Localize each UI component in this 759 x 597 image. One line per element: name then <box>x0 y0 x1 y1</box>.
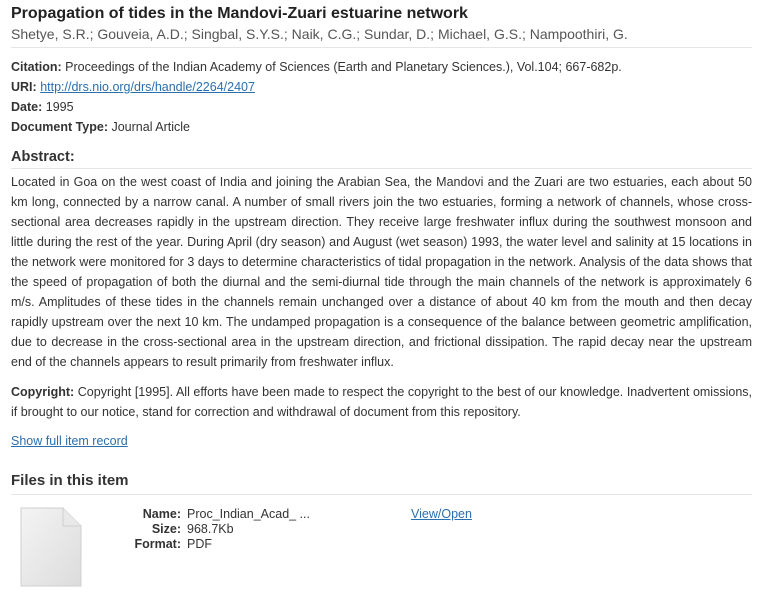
citation-label: Citation: <box>11 60 62 74</box>
divider <box>11 494 752 495</box>
file-format-value: PDF <box>187 537 212 551</box>
file-size-value: 968.7Kb <box>187 522 234 536</box>
file-size-label: Size: <box>151 522 181 536</box>
divider <box>11 168 752 169</box>
doctype-row <box>11 120 190 134</box>
citation-value: Proceedings of the Indian Academy of Sciences (Earth and Planetary Sciences.), Vol.104; 667-682p. <box>65 60 622 74</box>
doctype-value: Journal Article <box>111 120 190 134</box>
copyright-text: Copyright [1995]. All efforts have been made to respect the copyright to the best of our knowledge. Inadvertent omissions, if brought to our notice, stand for correction and withdrawal of document from this repository. <box>11 385 752 419</box>
uri-label: URI: <box>11 80 37 94</box>
file-name-value: Proc_Indian_Acad_ ... <box>187 507 310 521</box>
document-file-icon-graphic <box>19 506 83 588</box>
citation-row <box>11 60 622 74</box>
document-file-icon[interactable] <box>19 506 83 588</box>
copyright-block <box>11 382 752 422</box>
date-value: 1995 <box>45 100 74 114</box>
files-heading: Files in this item <box>11 472 129 489</box>
file-format-row <box>111 537 212 551</box>
show-full-record-link[interactable]: Show full item record <box>11 434 128 448</box>
file-name-label: Name: <box>142 507 181 521</box>
file-name-row <box>111 507 310 521</box>
date-row <box>11 100 74 114</box>
view-open-link[interactable]: View/Open <box>411 507 472 521</box>
abstract-text: Located in Goa on the west coast of India and joining the Arabian Sea, the Mandovi and the Zuari are two estuaries, each about 50 km long, connected by a narrow canal. A number of small rivers join the two estuaries, forming a network of channels, whose cross-sectional area decreases rapidly in the upstream direction. They receive large freshwater influx during the southwest monsoon and little during the rest of the year. During April (dry season) and August (wet season) 1993, the water level and salinity at 15 locations in the network were monitored for 3 days to determine characteristics of tidal propagation in the network. Analysis of the data shows that the speed of propagation of both the diurnal and the semi-diurnal tide through the main channels of the network is approximately 6 m/s. Amplitudes of these tides in the channels remain unchanged over a distance of about 40 km from the mouth and then decay rapidly upstream over the next 10 km. The undamped propagation is a consequence of the balance between geometric amplification, due to decrease in the cross-sectional area in the upstream direction, and frictional dissipation. The rapid decay near the upstream end of the channels appears to result primarily from freshwater influx. <box>11 175 752 369</box>
file-format-label: Format: <box>134 537 181 551</box>
item-title: Propagation of tides in the Mandovi-Zuari estuarine network <box>11 5 468 22</box>
doctype-label: Document Type: <box>11 120 108 134</box>
uri-link[interactable]: http://drs.nio.org/drs/handle/2264/2407 <box>40 80 255 94</box>
uri-row <box>11 80 255 94</box>
divider <box>11 47 752 48</box>
abstract-heading: Abstract: <box>11 149 75 165</box>
date-label: Date: <box>11 100 43 114</box>
file-size-row <box>111 522 234 536</box>
item-authors: Shetye, S.R.; Gouveia, A.D.; Singbal, S.Y.S.; Naik, C.G.; Sundar, D.; Michael, G.S.; Nampoothiri, G. <box>11 26 628 42</box>
copyright-label: Copyright: <box>11 385 75 399</box>
